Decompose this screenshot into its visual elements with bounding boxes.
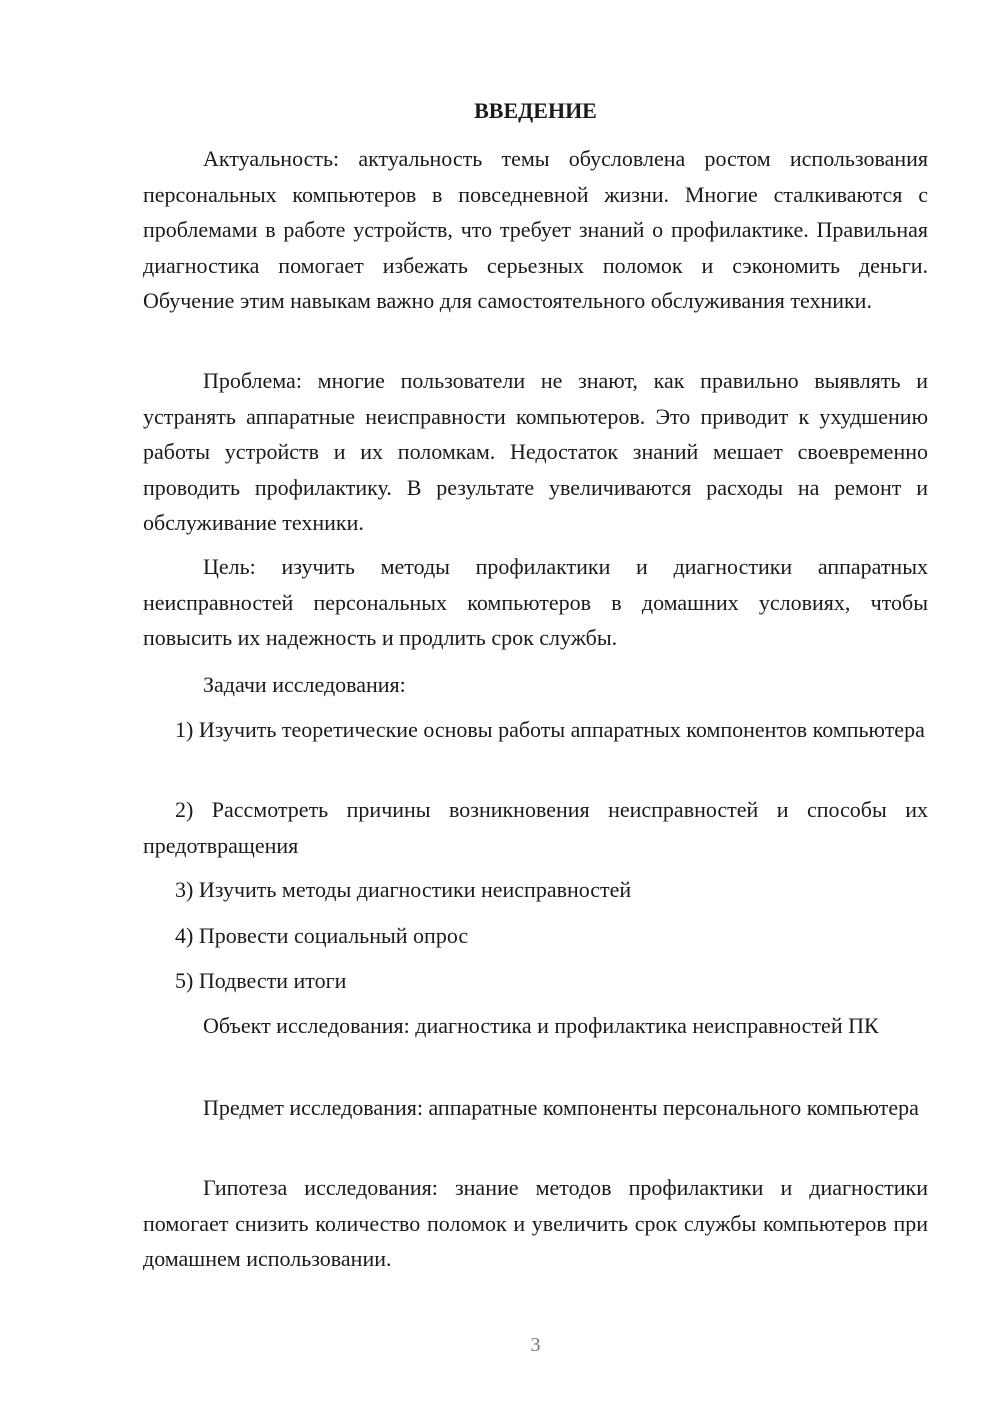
paragraph-relevance: Актуальность: актуальность темы обусловлена ростом использования персональных компьютеров в повседневной жизни. Многие сталкиваются с проблемами в работе устройств, что требует знаний о профилактике. Правильная диагностика помогает избежать серьезных поломок и сэкономить деньги. Обучение этим навыкам важно для самостоятельного обслуживания техники.	[143, 146, 928, 313]
paragraph-goal: Цель: изучить методы профилактики и диагностики аппаратных неисправностей персональных компьютеров в домашних условиях, чтобы повысить их надежность и продлить срок службы.	[143, 554, 928, 650]
tasks-title: Задачи исследования:	[203, 672, 406, 697]
page-title: ВВЕДЕНИЕ	[474, 98, 597, 123]
task-item-2: 2) Рассмотреть причины возникновения неисправностей и способы их предотвращения	[143, 797, 928, 858]
paragraph-subject: Предмет исследования: аппаратные компоненты персонального компьютера	[203, 1095, 919, 1120]
paragraph-problem: Проблема: многие пользователи не знают, как правильно выявлять и устранять аппаратные неисправности компьютеров. Это приводит к ухудшению работы устройств и их поломкам. Недостаток знаний мешает своевременно проводить профилактику. В результате увеличиваются расходы на ремонт и обслуживание техники.	[143, 368, 928, 535]
task-item-1: 1) Изучить теоретические основы работы аппаратных компонентов компьютера	[175, 717, 925, 742]
paragraph-hypothesis: Гипотеза исследования: знание методов профилактики и диагностики помогает снизить количество поломок и увеличить срок службы компьютеров при домашнем использовании.	[143, 1175, 928, 1271]
page-number: 3	[530, 1334, 541, 1356]
task-item-3: 3) Изучить методы диагностики неисправностей	[175, 877, 632, 902]
paragraph-object: Объект исследования: диагностика и профилактика неисправностей ПК	[203, 1013, 879, 1038]
task-item-4: 4) Провести социальный опрос	[175, 923, 469, 948]
task-item-5: 5) Подвести итоги	[175, 968, 347, 993]
